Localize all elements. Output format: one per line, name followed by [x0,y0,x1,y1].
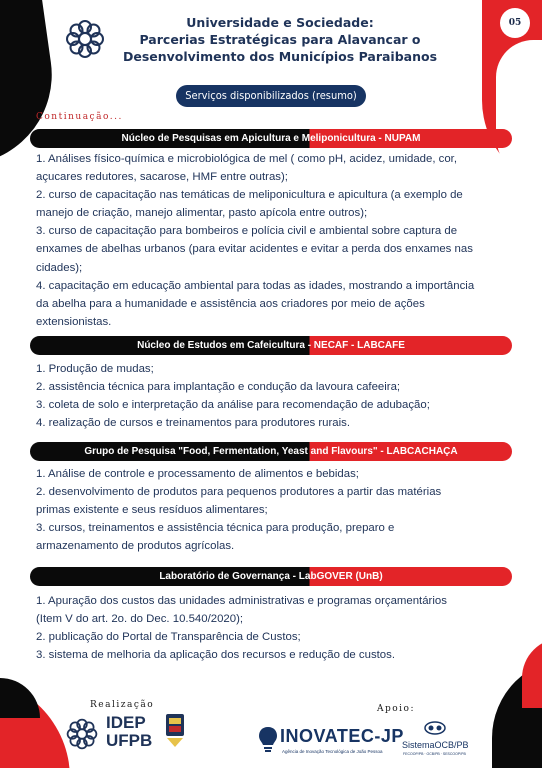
services-pill: Serviços disponibilizados (resumo) [176,85,366,107]
item-line: 2. assistência técnica para implantação e condução da lavoura cafeeira; [36,381,401,394]
section-necaf [30,336,512,432]
item-line: armazenamento de produtos agrícolas. [36,540,235,553]
section-labcachaca [30,442,512,555]
section-nupam [30,129,512,331]
item-line: 1. Produção de mudas; [36,363,154,375]
idep-label: IDEP [106,713,146,732]
section-items [30,148,512,331]
item-line: 4. capacitação em educação ambiental para todas as idades, mostrando a importância [36,279,475,292]
idep-mandala-logo [62,714,102,754]
item-line: extensionistas. [36,315,112,328]
corner-accent-bottom-left [0,678,40,718]
ufpb-label: UFPB [106,731,153,750]
item-line: 3. curso de capacitação para bombeiros e polícia civil e ambiental sobre captura de [36,225,458,238]
section-items [30,461,512,555]
item-line: cidades); [36,261,83,274]
item-line: 3. coleta de solo e interpretação da análise para recomendação de adubação; [36,399,430,412]
item-line: 3. cursos, treinamentos e assistência técnica para produção, preparo e [36,522,395,535]
lightbulb-icon [258,726,278,754]
section-title-bar: Núcleo de Estudos em Cafeicultura - NECAF - LABCAFE [30,336,512,355]
section-items [30,586,512,664]
item-line: enxames de abelhas urbanos (para evitar acidentes e evitar a perda dos enxames nas [36,243,473,256]
item-line: primas existente e seus resíduos alimentares; [36,504,268,517]
header-line-3: Desenvolvimento dos Municípios Paraibanos [122,49,438,64]
inovatec-subtitle: Agência de Inovação Tecnológica de João Pessoa [282,749,383,754]
item-line: (Item V do art. 2o. do Dec. 10.540/2020); [36,613,244,626]
section-title-bar: Grupo de Pesquisa "Food, Fermentation, Yeast and Flavours" - LABCACHAÇA [30,442,512,461]
item-line: 2. desenvolvimento de produtos para pequenos produtores a partir das matérias [36,486,442,499]
item-line: açucares redutores, sacarose, HMF entre outras); [36,171,288,184]
item-line: 4. realização de cursos e treinamentos para produtores rurais. [36,417,351,430]
item-line: da abelha para a humanidade e assistência aos criadores por meio de ações [36,297,425,310]
apoio-label: Apoio: [377,704,416,714]
ocb-logo-icon [424,718,446,738]
page-header-title [120,14,440,65]
page-number: 05 [500,8,530,38]
section-labgover [30,567,512,664]
section-title-bar: Núcleo de Pesquisas em Apicultura e Meliponicultura - NUPAM [30,129,512,148]
ufpb-crest-icon [165,712,185,748]
continuation-label: Continuação... [36,112,123,122]
item-line: 1. Análises físico-química e microbiológica de mel ( como pH, acidez, umidade, cor, [36,153,458,165]
section-title-bar: Laboratório de Governança - LabGOVER (UnB) [30,567,512,586]
item-line: 2. curso de capacitação nas temáticas de meliponicultura e apicultura (a exemplo de [36,189,463,202]
ocb-subtitle: FECOOP/PB · OCB/PB · SESCOOP/PB [403,752,466,756]
section-items [30,355,512,432]
item-line: 1. Análise de controle e processamento de alimentos e bebidas; [36,468,359,480]
inovatec-wordmark: INOVATEC-JP [280,726,404,746]
idep-ufpb-wordmark [106,714,152,750]
item-line: 3. sistema de melhoria da aplicação dos recursos e redução de custos. [36,649,395,662]
header-line-2: Parcerias Estratégicas para Alavancar o [139,32,421,47]
corner-accent-bottom-right [522,638,542,708]
item-line: manejo de criação, manejo alimentar, pasto apícola entre outros); [36,207,368,220]
item-line: 2. publicação do Portal de Transparência de Custos; [36,631,301,644]
idep-mandala-logo [60,14,110,64]
ocb-wordmark: SistemaOCB/PB [402,740,469,750]
item-line: 1. Apuração dos custos das unidades administrativas e programas orçamentários [36,595,447,607]
realizacao-label: Realização [90,700,155,710]
header-line-1: Universidade e Sociedade: [186,15,374,30]
